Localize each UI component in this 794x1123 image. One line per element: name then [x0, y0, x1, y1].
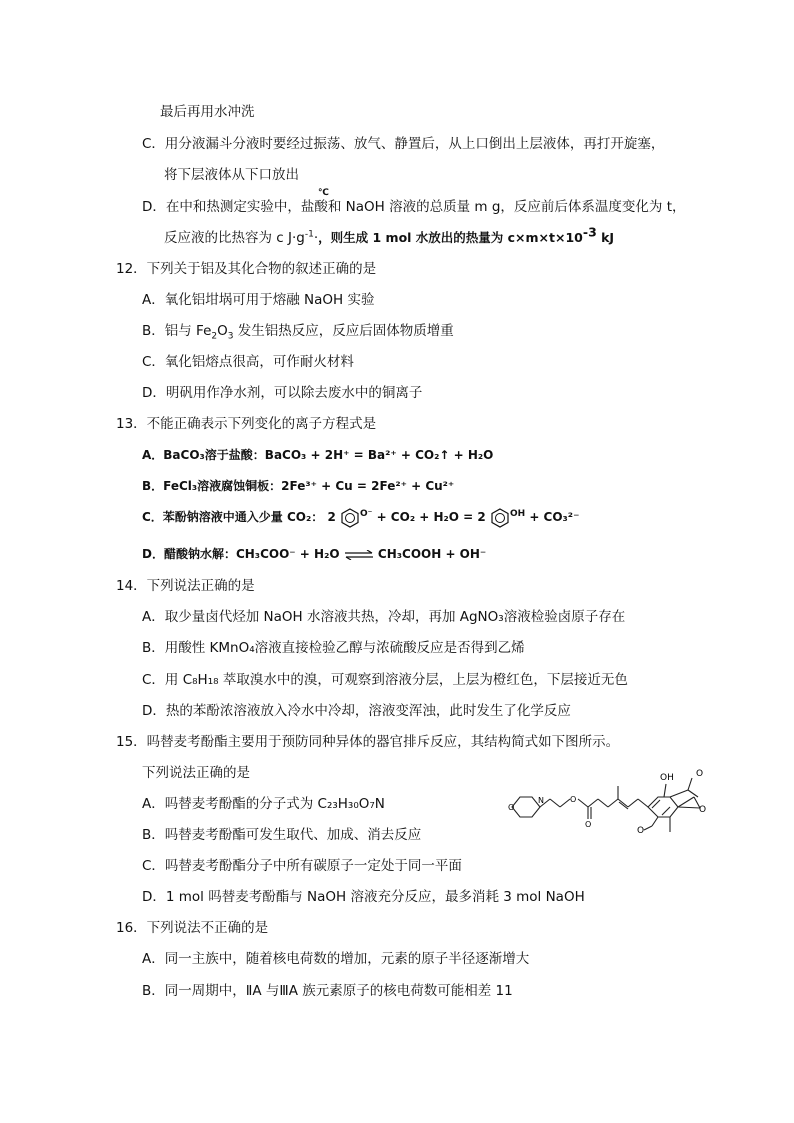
- option-c-line2: 将下层液体从下口放出: [164, 167, 299, 183]
- question-12-option-a: A．氧化铝坩埚可用于熔融 NaOH 实验: [142, 292, 375, 308]
- text: C．苯酚钠溶液中通入少量 CO₂：: [142, 510, 324, 524]
- question-16: 16．下列说法不正确的是: [116, 920, 269, 936]
- text: + CO₃²⁻: [529, 510, 580, 524]
- question-15-option-d: D．1 mol 吗替麦考酚酯与 NaOH 溶液充分反应，最多消耗 3 mol NaOH: [142, 889, 585, 905]
- svg-text:O: O: [570, 795, 577, 804]
- question-13-option-b: B．FeCl₃溶液腐蚀铜板：2Fe³⁺ + Cu = 2Fe²⁺ + Cu²⁺: [142, 479, 455, 493]
- option-d-line2: [164, 224, 615, 248]
- question-15-option-b: B．吗替麦考酚酯可发生取代、加成、消去反应: [142, 827, 422, 843]
- hydroxyl-label: OH: [509, 509, 526, 519]
- question-12: 12．下列关于铝及其化合物的叙述正确的是: [116, 261, 377, 277]
- subscript: 2: [211, 331, 218, 342]
- degree-symbol: ℃: [318, 188, 329, 198]
- benzene-ring-icon: [490, 508, 510, 528]
- option-b-continuation: 最后再用水冲洗: [160, 104, 255, 120]
- superscript: -1: [304, 229, 314, 240]
- question-12-option-c: C．氧化铝熔点很高，可作耐火材料: [142, 354, 354, 370]
- text: O: [217, 323, 228, 339]
- question-14-option-c: C．用 C₈H₁₈ 萃取溴水中的溴，可观察到溶液分层，上层为橙红色，下层接近无色: [142, 672, 628, 688]
- svg-text:O: O: [508, 803, 515, 812]
- question-16-option-a: A．同一主族中，随着核电荷数的增加，元素的原子半径逐渐增大: [142, 951, 530, 967]
- superscript: -3: [582, 224, 597, 240]
- coefficient: 2: [327, 510, 336, 524]
- subscript: 3: [227, 331, 234, 342]
- hydroxyl-label: OH: [660, 773, 674, 783]
- question-14: 14．下列说法正确的是: [116, 578, 255, 594]
- option-c-line1: C．用分液漏斗分液时要经过振荡、放气、静置后，从上口倒出上层液体，再打开旋塞，: [142, 136, 665, 152]
- equilibrium-arrow-icon: [344, 550, 374, 560]
- question-15-option-c: C．吗替麦考酚酯分子中所有碳原子一定处于同一平面: [142, 858, 462, 874]
- question-14-option-b: B．用酸性 KMnO₄溶液直接检验乙醇与浓硫酸反应是否得到乙烯: [142, 640, 525, 656]
- benzene-ring-icon: [340, 508, 360, 528]
- heat-text: ，则生成 1 mol 水放出的热量为 c×m×t×10: [318, 230, 583, 245]
- text: CH₃COOH + OH⁻: [377, 547, 487, 561]
- structure-diagram: [502, 762, 742, 840]
- text: 发生铝热反应，反应后固体物质增重: [233, 323, 454, 339]
- text: + CO₂ + H₂O = 2: [376, 510, 486, 524]
- option-d-line1: D．在中和热测定实验中，盐酸和 NaOH 溶液的总质量 m g，反应前后体系温度变化为 t，: [142, 199, 686, 215]
- question-13-option-d: [142, 544, 486, 564]
- svg-text:N: N: [538, 796, 544, 805]
- text: D．醋酸钠水解：CH₃COO⁻ + H₂O: [142, 547, 340, 561]
- svg-text:O: O: [637, 826, 645, 836]
- question-13-option-c: [142, 507, 579, 528]
- question-14-option-d: D．热的苯酚浓溶液放入冷水中冷却，溶液变浑浊，此时发生了化学反应: [142, 703, 571, 719]
- text: B．铝与 Fe: [142, 323, 212, 339]
- question-12-option-d: D．明矾用作净水剂，可以除去废水中的铜离子: [142, 385, 423, 401]
- question-14-option-a: A．取少量卤代烃加 NaOH 水溶液共热，冷却，再加 AgNO₃溶液检验卤原子存在: [142, 609, 626, 625]
- question-15-subtitle: 下列说法正确的是: [142, 765, 250, 781]
- svg-text:O: O: [585, 820, 592, 829]
- question-15-option-a: A．吗替麦考酚酯的分子式为 C₂₃H₃₀O₇N: [142, 796, 385, 812]
- unit: kJ: [596, 230, 615, 245]
- carbonyl-oxygen-label: O: [696, 769, 704, 779]
- specific-heat-text: 反应液的比热容为 c J·g: [164, 230, 305, 246]
- question-13-option-a: A．BaCO₃溶于盐酸：BaCO₃ + 2H⁺ = Ba²⁺ + CO₂↑ + H₂O: [142, 448, 494, 462]
- svg-text:O: O: [699, 805, 707, 815]
- question-12-option-b: [142, 321, 454, 341]
- question-15: 15．吗替麦考酚酯主要用于预防同种异体的器官排斥反应，其结构简式如下图所示。: [116, 734, 620, 750]
- phenoxide-label: O⁻: [359, 509, 373, 519]
- question-16-option-b: B．同一周期中，ⅡA 与ⅢA 族元素原子的核电荷数可能相差 11: [142, 983, 513, 999]
- question-13: 13．不能正确表示下列变化的离子方程式是: [116, 416, 377, 432]
- dot: ·: [313, 230, 319, 246]
